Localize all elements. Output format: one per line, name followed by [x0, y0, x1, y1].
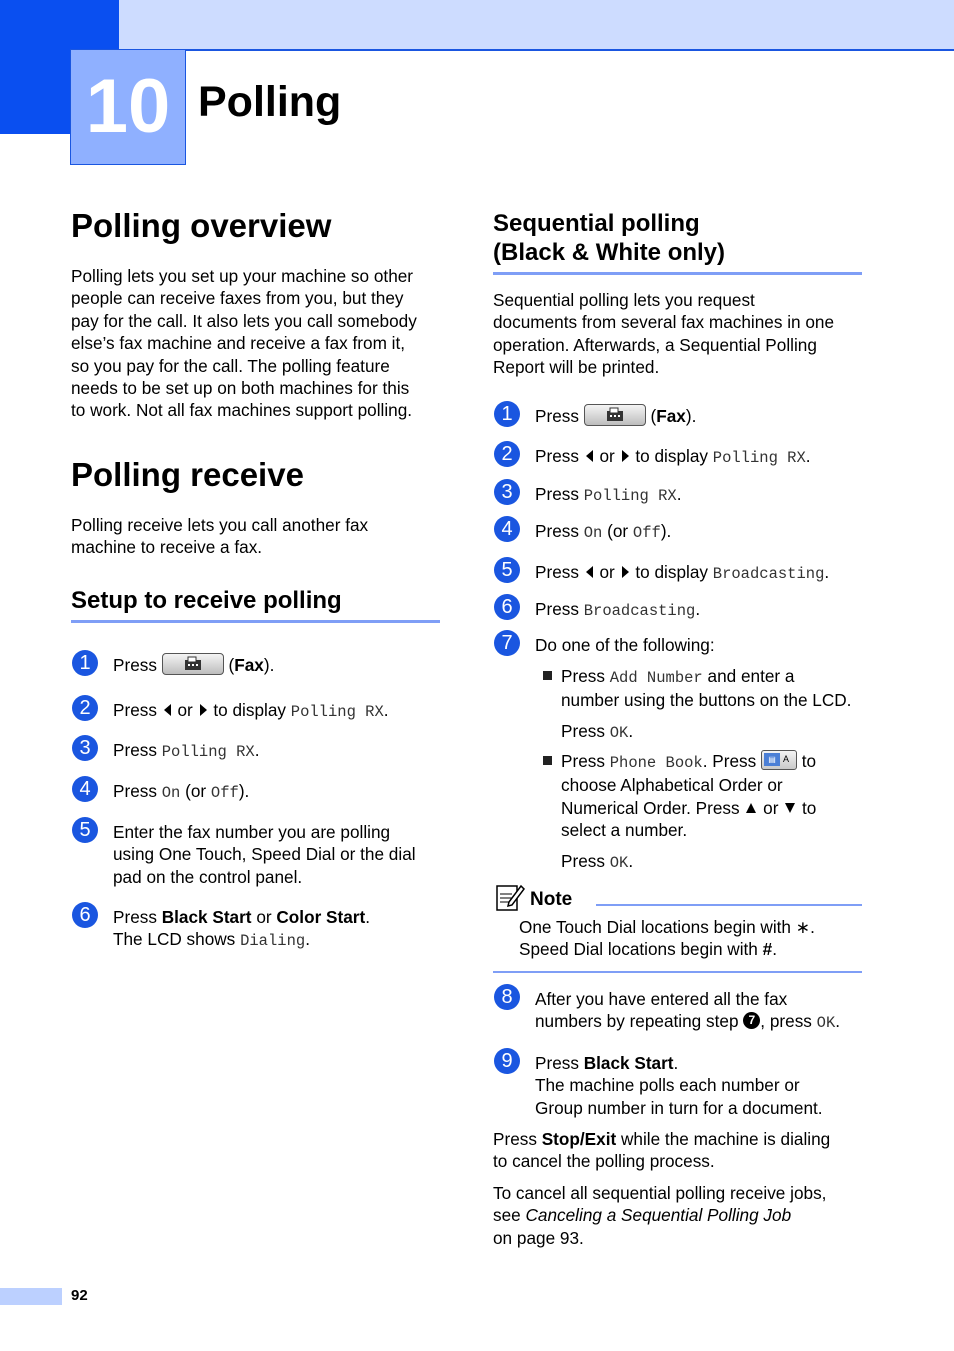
right-arrow-icon — [622, 566, 629, 578]
lcd-text: Phone Book — [609, 754, 703, 772]
step-text: using One Touch, Speed Dial or the dial — [113, 844, 416, 865]
step-badge: 1 — [72, 650, 98, 676]
step-text: . — [305, 929, 310, 950]
note-pencil-icon — [495, 882, 525, 917]
receive-line: machine to receive a fax. — [71, 537, 263, 558]
step-text: Press — [561, 751, 605, 771]
step-badge: 3 — [494, 479, 520, 505]
receive-body — [71, 514, 368, 559]
left-step-3 — [113, 739, 260, 763]
step-text: Press — [535, 484, 579, 504]
step-text: Numerical Order. Press — [561, 797, 740, 818]
lcd-text: Polling RX — [712, 449, 806, 467]
step-text: . — [383, 700, 389, 720]
step-badge: 7 — [494, 630, 520, 656]
step-text: Group number in turn for a document. — [535, 1097, 823, 1118]
step-text: The LCD shows — [113, 929, 236, 950]
lcd-text: Broadcasting — [712, 565, 825, 583]
lcd-text: OK — [816, 1014, 836, 1033]
section-title-polling-overview: Polling overview — [71, 207, 332, 244]
step-text: and enter a — [707, 666, 795, 686]
bullet-square — [543, 671, 552, 680]
fax-key-icon — [584, 404, 646, 426]
left-step-5 — [113, 821, 416, 888]
step-text: . — [628, 850, 634, 871]
step-text: numbers by repeating step — [535, 1011, 739, 1032]
left-step-4 — [113, 780, 249, 804]
cancel-paragraph — [493, 1182, 826, 1249]
right-step-6 — [535, 598, 700, 622]
step-text: to display — [635, 562, 708, 582]
right-arrow-icon — [622, 450, 629, 462]
step-text: . — [810, 917, 815, 937]
step-text: pad on the control panel. — [113, 866, 303, 887]
lcd-text: Polling RX — [161, 743, 255, 761]
step-text: . — [628, 720, 634, 741]
title-line: Sequential polling — [493, 210, 700, 237]
step-text: Speed Dial locations begin with — [519, 939, 758, 960]
step-badge: 2 — [72, 695, 98, 721]
lcd-text: Polling RX — [583, 487, 677, 505]
title-line: (Black & White only) — [493, 239, 726, 266]
overview-line: Polling lets you set up your machine so other — [71, 266, 414, 286]
left-arrow-icon — [586, 450, 593, 462]
step-badge: 2 — [494, 441, 520, 467]
right-step-7: Do one of the following: — [535, 635, 715, 655]
step7-option-phone-book — [561, 750, 816, 874]
step-text: . — [254, 740, 260, 760]
step-text: see — [493, 1205, 521, 1226]
step-text: Press — [113, 655, 157, 675]
fax-label: Fax — [656, 406, 686, 426]
step-badge: 3 — [72, 735, 98, 761]
step-badge: 6 — [72, 902, 98, 928]
step-text: ( — [228, 655, 235, 675]
step-text: Press — [535, 521, 579, 541]
step-text: . — [676, 484, 682, 504]
step-text: or — [177, 700, 193, 720]
stop-exit-label: Stop/Exit — [541, 1129, 617, 1149]
note-rule-bottom — [493, 971, 862, 973]
note-label: Note — [530, 889, 573, 910]
overview-line: people can receive faxes from you, but they — [71, 288, 404, 309]
step-text: or — [599, 562, 615, 582]
step-text: Press — [493, 1129, 537, 1149]
step-text: Press — [113, 700, 157, 720]
lcd-text: Off — [210, 784, 239, 802]
step-text: (or — [607, 521, 629, 541]
step-text: ). — [685, 406, 697, 426]
note-body — [519, 916, 815, 961]
step-text: . — [824, 562, 830, 582]
step-badge: 8 — [494, 984, 520, 1010]
step-text: Press — [113, 907, 157, 927]
step-text: while the machine is dialing — [620, 1129, 831, 1149]
lcd-text: OK — [609, 723, 629, 742]
step-text: (or — [185, 781, 207, 801]
header-band — [119, 0, 954, 51]
step-text: Press — [535, 599, 579, 619]
overview-line: pay for the call. It also lets you call somebody — [71, 310, 417, 331]
step-text: number using the buttons on the LCD. — [561, 690, 852, 711]
step-badge: 5 — [72, 817, 98, 843]
right-step-3 — [535, 483, 682, 507]
step-text: , press — [760, 1011, 812, 1032]
down-arrow-icon — [785, 803, 795, 813]
step-text: on page 93. — [493, 1227, 584, 1248]
page-number: 92 — [71, 1287, 88, 1304]
step-text: to — [801, 751, 817, 771]
step-text: to display — [635, 446, 708, 466]
footer-band — [0, 1288, 62, 1305]
step-text: or — [599, 446, 615, 466]
step-text: . — [805, 446, 811, 466]
left-arrow-icon — [586, 566, 593, 578]
step-text: To cancel all sequential polling receive jobs, — [493, 1183, 827, 1203]
step-text: select a number. — [561, 820, 688, 841]
chapter-title: Polling — [198, 78, 342, 126]
lcd-text: On — [161, 784, 181, 802]
step-text: to display — [213, 700, 286, 720]
step-text: Press — [561, 666, 605, 686]
overview-line: so you pay for the call. The polling feature — [71, 355, 390, 376]
overview-body — [71, 265, 417, 422]
step7-option-add-number — [561, 665, 851, 744]
up-arrow-icon — [746, 803, 756, 813]
step-badge: 9 — [494, 1048, 520, 1074]
subsection-title-setup: Setup to receive polling — [71, 587, 342, 614]
right-step-2 — [535, 445, 811, 469]
step-text: One Touch Dial locations begin with — [519, 917, 791, 937]
left-arrow-icon — [164, 704, 171, 716]
lcd-text: Dialing — [240, 932, 306, 951]
step-text: Enter the fax number you are polling — [113, 822, 391, 842]
heading-rule — [71, 620, 440, 623]
fax-label: Fax — [234, 655, 264, 675]
step-text: . — [835, 1011, 841, 1032]
fax-key-icon — [162, 653, 224, 675]
body-line: documents from several fax machines in one — [493, 312, 835, 333]
lcd-text: On — [583, 524, 603, 542]
right-step-8 — [535, 988, 840, 1035]
heading-rule — [493, 272, 862, 275]
step-text: Press — [113, 740, 157, 760]
body-line: Report will be printed. — [493, 357, 660, 378]
color-start-label: Color Start — [276, 907, 366, 927]
step-text: . — [772, 939, 777, 960]
step-badge: 5 — [494, 557, 520, 583]
lcd-text: Add Number — [609, 669, 703, 687]
step-text: ). — [263, 655, 275, 675]
left-step-2 — [113, 699, 389, 723]
step-text: ). — [238, 781, 250, 801]
step-text: or — [763, 797, 779, 818]
overview-line: else’s fax machine and receive a fax from it, — [71, 333, 406, 354]
step-text: ( — [650, 406, 657, 426]
right-step-9 — [535, 1052, 823, 1119]
step-text: or — [256, 907, 272, 927]
step-text: The machine polls each number or — [535, 1075, 800, 1096]
lcd-text: Polling RX — [290, 703, 384, 721]
overview-line: needs to be set up on both machines for this — [71, 378, 410, 399]
chapter-number: 10 — [85, 64, 171, 149]
note-rule-top — [596, 904, 862, 906]
lcd-text: OK — [609, 853, 629, 872]
black-start-label: Black Start — [161, 907, 252, 927]
receive-line: Polling receive lets you call another fax — [71, 515, 369, 535]
right-arrow-icon — [200, 704, 207, 716]
body-line: operation. Afterwards, a Sequential Polling — [493, 334, 817, 355]
step-text: After you have entered all the fax — [535, 989, 788, 1009]
stop-exit-paragraph — [493, 1128, 830, 1173]
step-text: Press — [535, 562, 579, 582]
step-badge: 1 — [494, 401, 520, 427]
sequential-body — [493, 289, 834, 379]
bullet-square — [543, 756, 552, 765]
hash-symbol: # — [762, 939, 773, 960]
subsection-title-sequential — [493, 209, 725, 267]
overview-line: to work. Not all fax machines support polling. — [71, 400, 413, 421]
step-text: . — [365, 907, 370, 927]
step-text: Press — [535, 406, 579, 426]
cross-reference-link[interactable]: Canceling a Sequential Polling Job — [525, 1205, 792, 1226]
lcd-text: Broadcasting — [583, 602, 696, 620]
section-title-polling-receive: Polling receive — [71, 456, 304, 493]
body-line: Sequential polling lets you request — [493, 290, 755, 310]
step-text: to cancel the polling process. — [493, 1151, 715, 1172]
left-step-1 — [113, 654, 274, 677]
right-step-1 — [535, 405, 696, 428]
black-start-label: Black Start — [583, 1053, 674, 1073]
step-text: . — [673, 1053, 679, 1073]
step-badge: 6 — [494, 594, 520, 620]
right-step-5 — [535, 561, 829, 585]
phone-book-key-icon: ▤ A — [761, 750, 797, 770]
step-reference-badge: 7 — [743, 1012, 760, 1029]
lcd-text: Off — [632, 524, 661, 542]
step-text: . — [695, 599, 701, 619]
step-text: to — [802, 797, 817, 818]
step-text: . Press — [702, 751, 757, 771]
step-text: ). — [660, 521, 672, 541]
step-badge: 4 — [494, 516, 520, 542]
step-text: Press — [113, 781, 157, 801]
step-text: Press — [561, 720, 605, 741]
star-symbol: ∗ — [795, 917, 811, 937]
right-step-4 — [535, 520, 671, 544]
step-text: choose Alphabetical Order or — [561, 775, 783, 796]
step-text: Press — [535, 446, 579, 466]
step-text: Press — [561, 850, 605, 871]
left-step-6 — [113, 906, 370, 953]
step-text: Press — [535, 1053, 579, 1073]
step-badge: 4 — [72, 776, 98, 802]
